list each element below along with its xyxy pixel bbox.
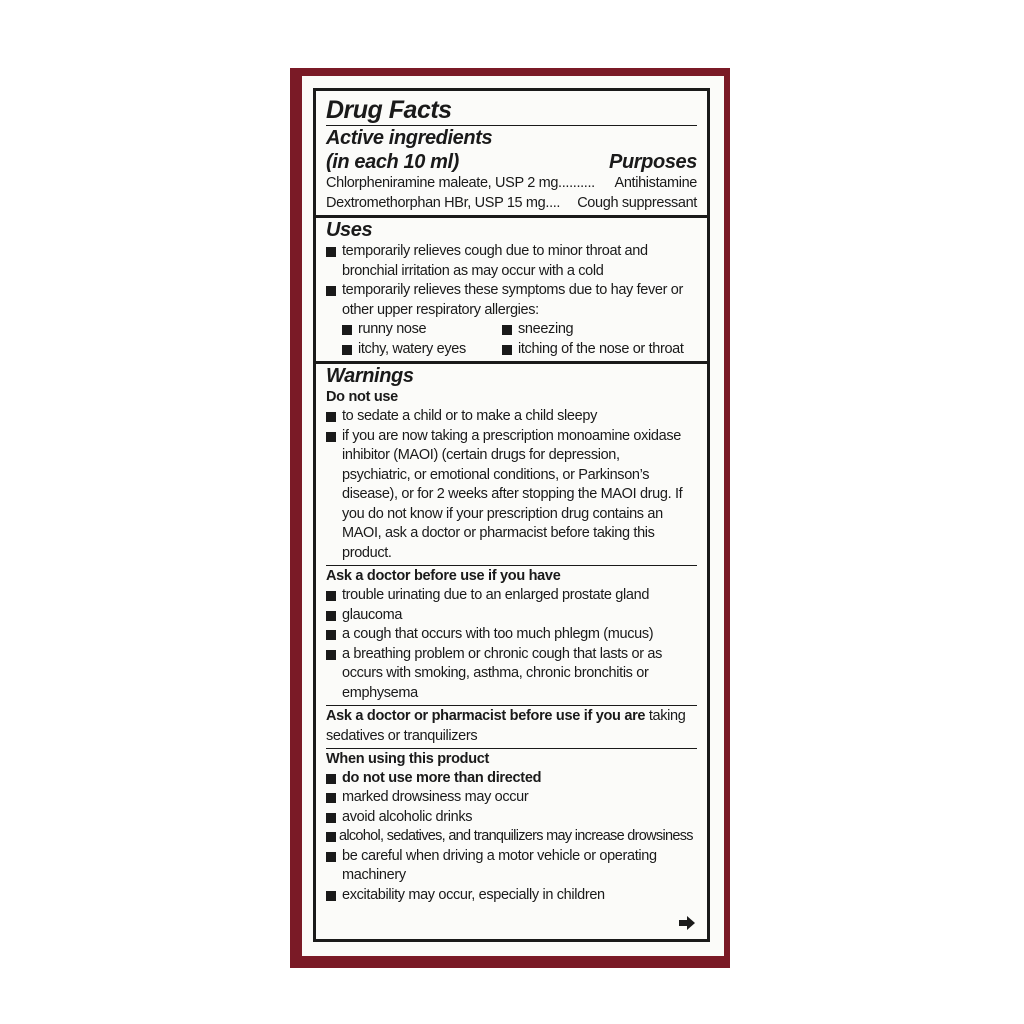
bullet-icon	[326, 630, 336, 640]
bullet-icon	[502, 345, 512, 355]
do-not-use-label: Do not use	[326, 389, 398, 405]
ask-doctor-label: Ask a doctor before use if you have	[326, 568, 561, 584]
list-item-continuation: product.	[342, 544, 392, 561]
warnings-section	[326, 364, 697, 905]
ask-pharmacist-label: Ask a doctor or pharmacist before use if you are	[326, 708, 646, 724]
list-item: temporarily relieves these symptoms due to hay fever or	[326, 281, 697, 301]
ingredient-purpose: Antihistamine	[614, 175, 697, 191]
list-item-continuation: psychiatric, or emotional conditions, or Parkinson’s	[342, 466, 650, 483]
list-item: a cough that occurs with too much phlegm (mucus)	[326, 625, 697, 645]
list-item: be careful when driving a motor vehicle or operating	[326, 847, 697, 867]
list-item-continuation: MAOI, ask a doctor or pharmacist before taking this	[342, 525, 655, 541]
symptom-item: runny nose	[342, 320, 502, 340]
list-item: alcohol, sedatives, and tranquilizers may increase drowsiness	[326, 827, 697, 847]
ask-pharmacist-text-line2: sedatives or tranquilizers	[326, 727, 478, 744]
purposes-heading: Purposes	[609, 151, 697, 173]
list-item: if you are now taking a prescription monoamine oxidase	[326, 427, 697, 447]
ingredient-row	[326, 194, 697, 214]
bullet-icon	[326, 611, 336, 621]
list-item-continuation: bronchial irritation as may occur with a cold	[342, 262, 604, 279]
list-item-continuation: occurs with smoking, asthma, chronic bronchitis or	[342, 665, 649, 681]
symptom-grid	[326, 320, 697, 359]
right-arrow-icon	[679, 916, 695, 930]
uses-heading: Uses	[326, 219, 373, 241]
drug-facts-title: Drug Facts	[326, 95, 697, 126]
list-item: trouble urinating due to an enlarged prostate gland	[326, 586, 697, 606]
bullet-icon	[502, 325, 512, 335]
ask-pharmacist-text: taking	[645, 708, 686, 724]
bullet-icon	[326, 774, 336, 784]
list-item: to sedate a child or to make a child sleepy	[326, 407, 697, 427]
bullet-icon	[326, 852, 336, 862]
list-item-continuation: disease), or for 2 weeks after stopping the MAOI drug. If	[342, 486, 683, 502]
bullet-icon	[326, 793, 336, 803]
subsection-divider	[326, 748, 697, 749]
when-using-label: When using this product	[326, 751, 490, 767]
active-ingredients-subheading: (in each 10 ml)	[326, 151, 459, 173]
bullet-icon	[326, 412, 336, 422]
list-item: glaucoma	[326, 606, 697, 626]
list-item: temporarily relieves cough due to minor throat and	[326, 242, 697, 262]
symptom-item: itchy, watery eyes	[342, 340, 502, 360]
drug-facts-panel	[313, 88, 710, 942]
bullet-icon	[326, 650, 336, 660]
active-ingredients-section	[326, 126, 697, 213]
symptom-item: itching of the nose or throat	[502, 340, 697, 360]
bullet-icon	[326, 891, 336, 901]
bullet-icon	[326, 832, 336, 842]
list-item: avoid alcoholic drinks	[326, 808, 697, 828]
bullet-icon	[326, 247, 336, 257]
list-item: marked drowsiness may occur	[326, 788, 697, 808]
list-item-continuation: machinery	[342, 867, 406, 883]
list-item-continuation: you do not know if your prescription drug contains an	[342, 505, 663, 522]
ingredient-purpose: Cough suppressant	[577, 194, 697, 211]
list-item-continuation: inhibitor (MAOI) (certain drugs for depression,	[342, 447, 620, 463]
leader-dots: ..........	[558, 175, 595, 191]
active-ingredients-heading: Active ingredients	[326, 127, 493, 149]
list-item: excitability may occur, especially in children	[326, 886, 697, 906]
bullet-icon	[326, 286, 336, 296]
leader-dots: ....	[545, 194, 561, 211]
list-item-continuation: other upper respiratory allergies:	[342, 301, 539, 318]
warnings-heading: Warnings	[326, 365, 414, 387]
subsection-divider	[326, 705, 697, 706]
uses-section	[326, 218, 697, 359]
bullet-icon	[326, 432, 336, 442]
list-item-continuation: emphysema	[342, 684, 418, 701]
ingredient-name: Dextromethorphan HBr, USP 15 mg	[326, 194, 546, 211]
ask-pharmacist-line	[326, 707, 697, 727]
bullet-icon	[342, 325, 352, 335]
ingredient-row	[326, 174, 697, 194]
ingredient-name: Chlorpheniramine maleate, USP 2 mg	[326, 175, 559, 191]
bullet-icon	[342, 345, 352, 355]
list-item: do not use more than directed	[326, 769, 697, 788]
subsection-divider	[326, 565, 697, 566]
bullet-icon	[326, 813, 336, 823]
list-item: a breathing problem or chronic cough that lasts or as	[326, 645, 697, 665]
symptom-item: sneezing	[502, 320, 697, 340]
bullet-icon	[326, 591, 336, 601]
